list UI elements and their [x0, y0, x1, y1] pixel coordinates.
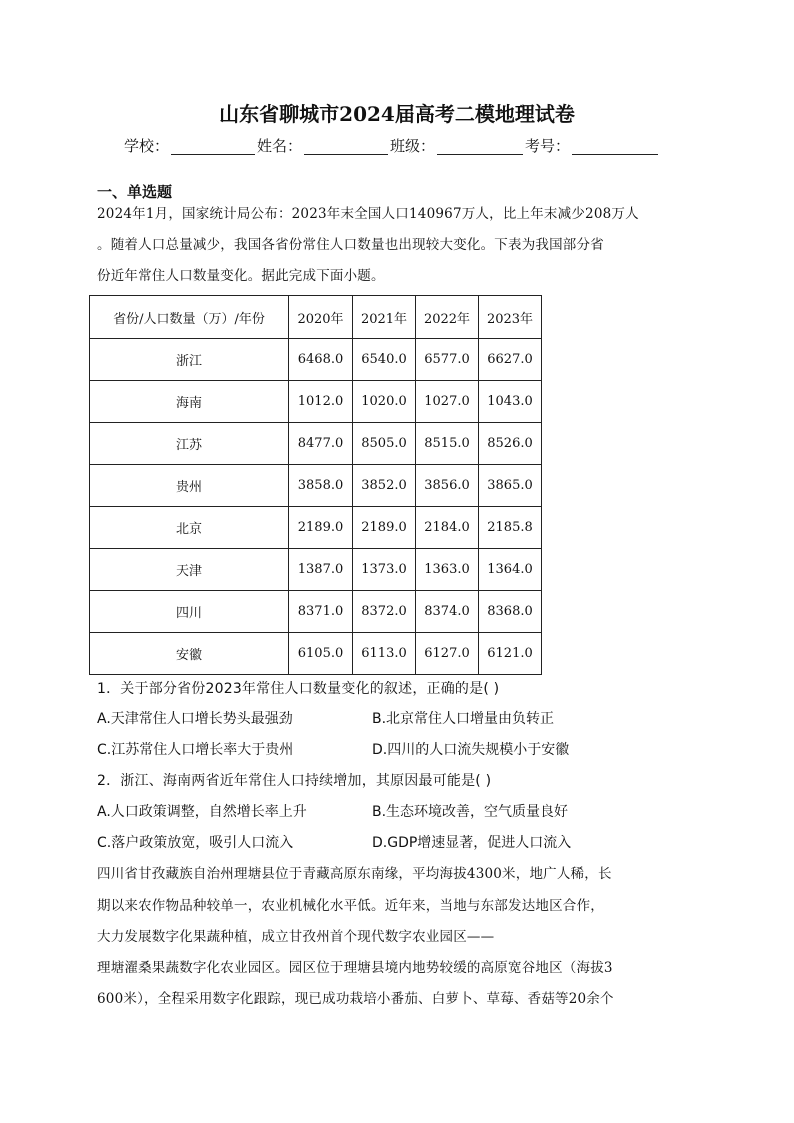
- question-1-option-b[interactable]: B.北京常住人口增量由负转正: [372, 711, 555, 727]
- value-cell: 8505.0: [353, 423, 416, 465]
- exam-number-label: 考号：: [525, 137, 571, 155]
- table-header-cell: 2023年: [479, 296, 542, 339]
- school-blank[interactable]: [171, 134, 255, 155]
- table-row: [90, 465, 542, 507]
- table-row: [90, 633, 542, 675]
- passage2-line: 600米），全程采用数字化跟踪，现已成功栽培小番茄、白萝卜、草莓、香菇等20余个: [97, 991, 614, 1007]
- value-cell: 6127.0: [416, 633, 479, 675]
- table-row: [90, 549, 542, 591]
- exam-number-blank[interactable]: [572, 134, 658, 155]
- passage1-line: 份近年常住人口数量变化。据此完成下面小题。: [97, 268, 385, 284]
- province-cell: 北京: [90, 507, 289, 549]
- value-cell: 6627.0: [479, 339, 542, 381]
- table-header-cell: 2022年: [416, 296, 479, 339]
- value-cell: 3852.0: [353, 465, 416, 507]
- section-heading: 一、单选题: [97, 183, 173, 201]
- question-1-option-d[interactable]: D.四川的人口流失规模小于安徽: [372, 742, 570, 758]
- value-cell: 3858.0: [289, 465, 353, 507]
- value-cell: 8526.0: [479, 423, 542, 465]
- question-1-option-a[interactable]: A.天津常住人口增长势头最强劲: [97, 711, 293, 727]
- province-cell: 安徽: [90, 633, 289, 675]
- exam-title: 山东省聊城市2024届高考二模地理试卷: [219, 102, 575, 126]
- passage2-line: 四川省甘孜藏族自治州理塘县位于青藏高原东南缘，平均海拔4300米，地广人稀，长: [97, 866, 612, 882]
- value-cell: 8372.0: [353, 591, 416, 633]
- class-blank[interactable]: [437, 134, 523, 155]
- value-cell: 1364.0: [479, 549, 542, 591]
- passage2-line: 理塘濯桑果蔬数字化农业园区。园区位于理塘县境内地势较缓的高原宽谷地区（海拔3: [97, 960, 613, 976]
- value-cell: 1020.0: [353, 381, 416, 423]
- table-header-cell: 2021年: [353, 296, 416, 339]
- value-cell: 6468.0: [289, 339, 353, 381]
- value-cell: 6540.0: [353, 339, 416, 381]
- value-cell: 1387.0: [289, 549, 353, 591]
- question-2-option-b[interactable]: B.生态环境改善，空气质量良好: [372, 804, 569, 820]
- class-label: 班级：: [390, 137, 436, 155]
- value-cell: 8477.0: [289, 423, 353, 465]
- value-cell: 6577.0: [416, 339, 479, 381]
- student-info-line: [124, 134, 660, 158]
- table-row: [90, 423, 542, 465]
- value-cell: 8368.0: [479, 591, 542, 633]
- population-table: [89, 295, 542, 675]
- value-cell: 2189.0: [289, 507, 353, 549]
- value-cell: 1373.0: [353, 549, 416, 591]
- value-cell: 1363.0: [416, 549, 479, 591]
- value-cell: 8374.0: [416, 591, 479, 633]
- province-cell: 四川: [90, 591, 289, 633]
- value-cell: 3856.0: [416, 465, 479, 507]
- value-cell: 2185.8: [479, 507, 542, 549]
- value-cell: 8371.0: [289, 591, 353, 633]
- province-cell: 贵州: [90, 465, 289, 507]
- question-2-option-c[interactable]: C.落户政策放宽，吸引人口流入: [97, 835, 294, 851]
- name-blank[interactable]: [304, 134, 388, 155]
- name-label: 姓名：: [257, 137, 303, 155]
- value-cell: 6105.0: [289, 633, 353, 675]
- value-cell: 2189.0: [353, 507, 416, 549]
- question-2-option-a[interactable]: A.人口政策调整，自然增长率上升: [97, 804, 307, 820]
- question-1-option-c[interactable]: C.江苏常住人口增长率大于贵州: [97, 742, 294, 758]
- table-row: [90, 507, 542, 549]
- value-cell: 8515.0: [416, 423, 479, 465]
- value-cell: 1027.0: [416, 381, 479, 423]
- table-row: [90, 339, 542, 381]
- table-row: [90, 591, 542, 633]
- province-cell: 天津: [90, 549, 289, 591]
- table-header-cell: 2020年: [289, 296, 353, 339]
- question-2-option-d[interactable]: D.GDP增速显著，促进人口流入: [372, 835, 572, 851]
- value-cell: 3865.0: [479, 465, 542, 507]
- value-cell: 6121.0: [479, 633, 542, 675]
- passage2-line: 期以来农作物品种较单一，农业机械化水平低。近年来，当地与东部发达地区合作，: [97, 898, 604, 914]
- value-cell: 1012.0: [289, 381, 353, 423]
- province-cell: 海南: [90, 381, 289, 423]
- table-header-cell: 省份/人口数量（万）/年份: [90, 296, 289, 339]
- passage1-line: 。随着人口总量减少，我国各省份常住人口数量也出现较大变化。下表为我国部分省: [97, 237, 604, 253]
- value-cell: 2184.0: [416, 507, 479, 549]
- value-cell: 6113.0: [353, 633, 416, 675]
- table-row: [90, 381, 542, 423]
- value-cell: 1043.0: [479, 381, 542, 423]
- question-2-stem: 2．浙江、海南两省近年常住人口持续增加，其原因最可能是( ): [97, 773, 492, 789]
- question-1-stem: 1．关于部分省份2023年常住人口数量变化的叙述，正确的是( ): [97, 681, 500, 697]
- province-cell: 浙江: [90, 339, 289, 381]
- school-label: 学校：: [124, 137, 170, 155]
- province-cell: 江苏: [90, 423, 289, 465]
- table-header-row: [90, 296, 542, 339]
- passage2-line: 大力发展数字化果蔬种植，成立甘孜州首个现代数字农业园区——: [97, 929, 495, 945]
- passage1-line: 2024年1月，国家统计局公布：2023年末全国人口140967万人，比上年末减少208万人: [97, 206, 639, 222]
